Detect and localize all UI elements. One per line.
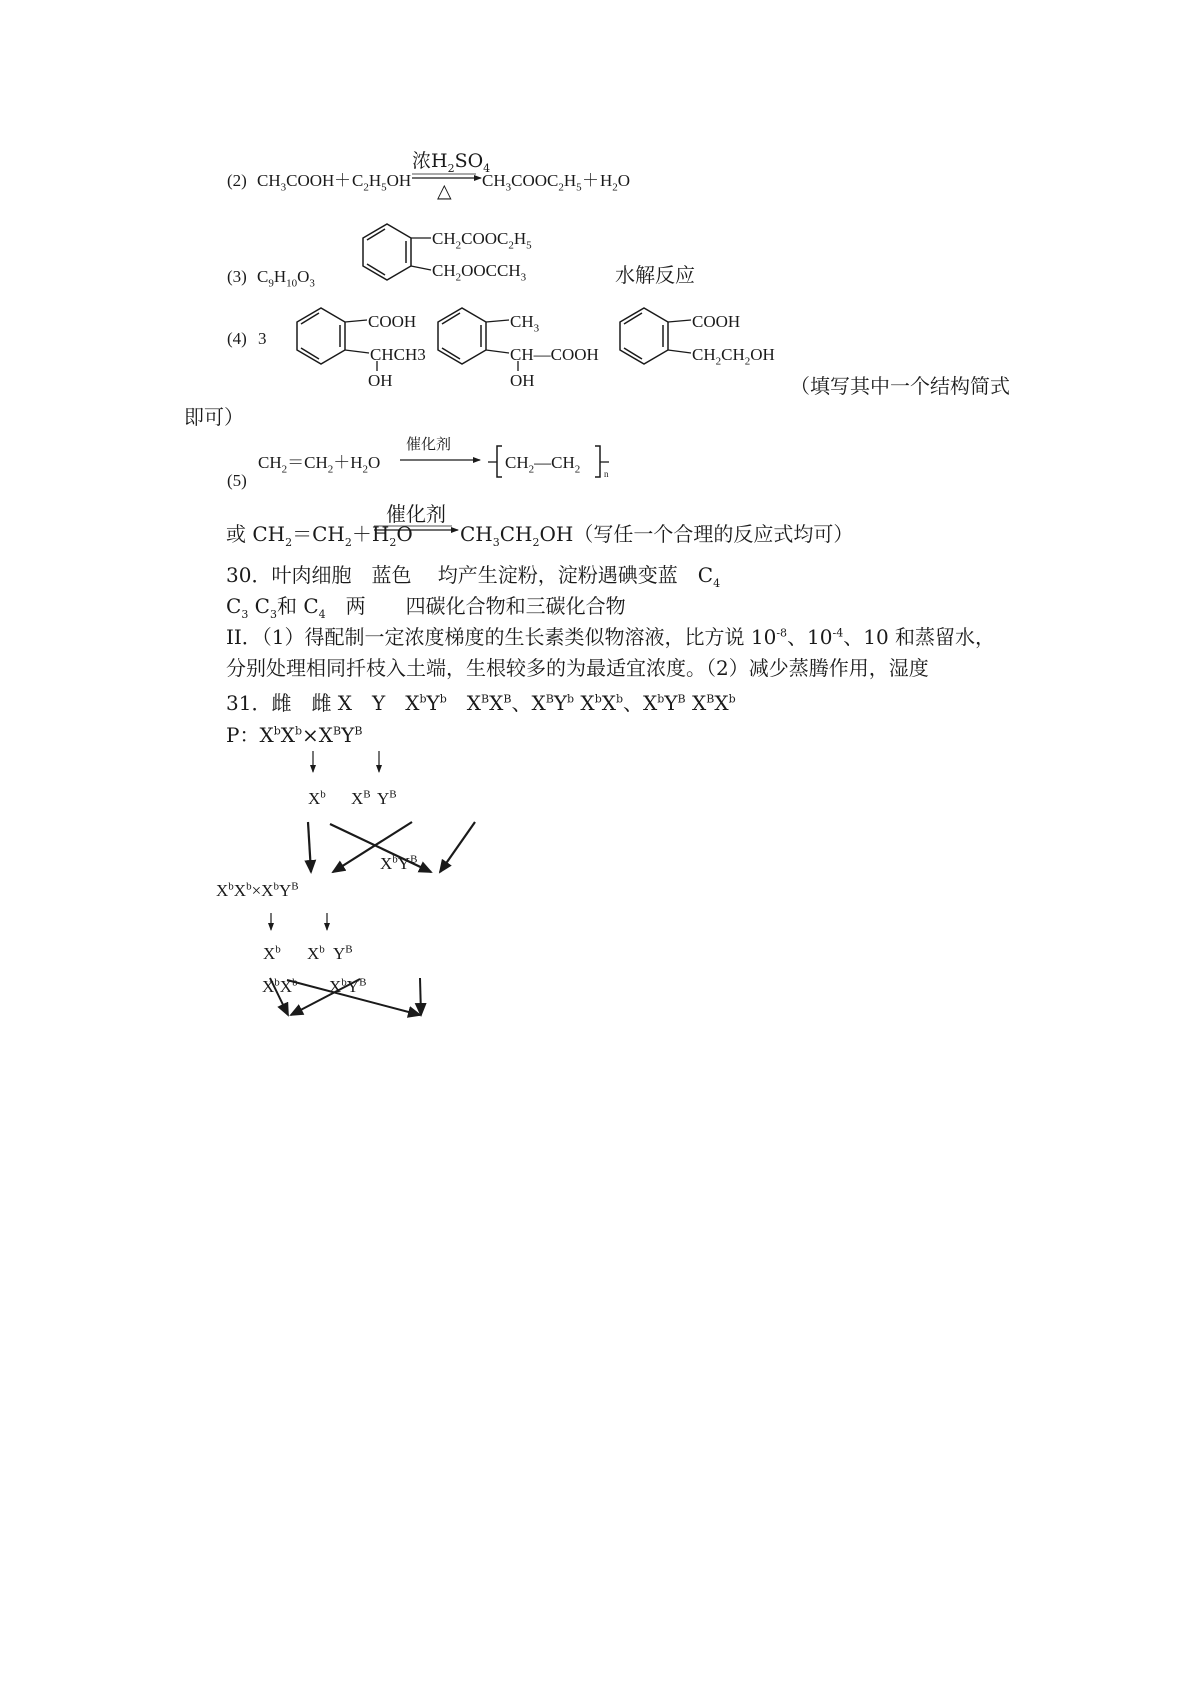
q3-substituent-1: $CH_2COOC_2H_5$ (432, 229, 532, 252)
q30-line-2: $C_3$ $C_3$和 $C_4$ 两 四碳化合物和三碳化合物 (226, 594, 626, 621)
q4-s2-side: CH—COOH (510, 345, 599, 364)
q4-s1-down: OH (368, 371, 393, 390)
q31-f2-arrow-down (270, 978, 288, 1015)
q31-gamete-YB: $Y^B$ (377, 788, 397, 808)
q4-s2-top: $CH_3$ (510, 312, 540, 335)
q5-bracket-left (497, 446, 502, 477)
q4-benzene-ring-1 (297, 308, 377, 371)
q5-polymer-unit: $CH_2—CH_2$ (505, 453, 581, 476)
q30-ii-line-1: II．（1）得配制一定浓度梯度的生长素类似物溶液，比方说 $10^{-8}$、$10^{-4}$、10 和蒸留水， (226, 625, 996, 649)
q31-f2-right: $X^bY^B$ (329, 976, 367, 996)
q4-benzene-ring-3 (620, 308, 691, 364)
q3-formula: $C_9H_{10}O_3$ (257, 267, 315, 290)
q4-count: 3 (258, 329, 267, 348)
q30-line-1: 30．叶肉细胞 蓝色 均产生淀粉，淀粉遇碘变蓝 $C_4$ (226, 563, 721, 590)
q5-catalyst: 催化剂 (406, 437, 452, 453)
q3-label: (3) (227, 267, 247, 286)
q31-f1-arrow-down (308, 822, 311, 872)
q31-f2-arrow-right (420, 978, 421, 1015)
q4-s1-side: CHCH3 (370, 345, 426, 364)
q5-alt-prefix: 或 $CH_2=CH_2+H_2O$ (226, 522, 413, 549)
q30-ii-line-2: 分别处理相同扦枝入土端，生根较多的为最适宜浓度。（2）减少蒸腾作用，湿度 (226, 656, 929, 680)
q5-reactants: $CH_2=CH_2+H_2O$ (258, 453, 381, 476)
q2-plus-1: ＋ (334, 171, 351, 190)
q2-plus-2: ＋ (582, 171, 599, 190)
q4-s1-top: COOH (368, 312, 417, 331)
q2-reactant-2: $C_2H_5OH$ (352, 171, 412, 194)
q2-reactant-1: $CH_3COOH$ (257, 171, 335, 194)
q31-p-cross: P：$X^bX^b\times X^BY^B$ (226, 723, 363, 747)
q31-g2-xb: $X^b$ (263, 943, 281, 963)
q5-alt-catalyst: 催化剂 (386, 502, 446, 526)
q31-f1-mid: $X^bY^B$ (380, 853, 418, 873)
q4-label: (4) (227, 329, 247, 348)
q5-polymer-n: n (604, 469, 609, 479)
q4-benzene-ring-2 (438, 308, 518, 371)
q31-line-1: 31．雌 雌 X Y $X^bY^b$ $X^BX^B$、$X^BY^b$ $X^bX^b$、$X^bY^B$ $X^BX^b$ (226, 691, 736, 715)
q2-condition-top: 浓$H_2SO_4$ (412, 150, 491, 175)
q31-g2-yb: $Y^B$ (333, 943, 353, 963)
q2-product-2: $H_2O$ (600, 171, 631, 194)
q4-note: （填写其中一个结构简式 (790, 374, 1010, 398)
q5-bracket-right (595, 446, 600, 477)
q4-s3-top: COOH (692, 312, 741, 331)
q31-f1-arrow-right (440, 822, 475, 872)
q4-s2-down: OH (510, 371, 535, 390)
q2-condition-bottom: △ (437, 180, 452, 202)
q4-s3-side: $CH_2CH_2OH$ (692, 345, 775, 368)
q31-f2-arrow-cross-right (287, 976, 420, 1015)
q5-alt-product: $CH_3CH_2OH$（写任一个合理的反应式均可） (460, 522, 854, 549)
q5-label: (5) (227, 471, 247, 490)
q3-substituent-2: $CH_2OOCCH_3$ (432, 261, 527, 284)
q3-benzene-ring (363, 224, 431, 280)
q31-g2-xb2: $X^b$ (307, 943, 325, 963)
q31-gamete-xb: $X^b$ (308, 788, 326, 808)
q31-gamete-XB: $X^B$ (351, 788, 371, 808)
q2-product-1: $CH_3COOC_2H_5$ (482, 171, 582, 194)
q4-note-continued: 即可） (184, 405, 244, 429)
q31-f1-arrow-cross-left (333, 822, 412, 872)
q31-f1-cross: $X^bX^b\times X^bY^B$ (216, 880, 299, 900)
q3-reaction-type: 水解反应 (615, 263, 695, 287)
q2-label: (2) (227, 171, 247, 190)
q31-f2-left: $X^bX^b$ (262, 976, 298, 996)
